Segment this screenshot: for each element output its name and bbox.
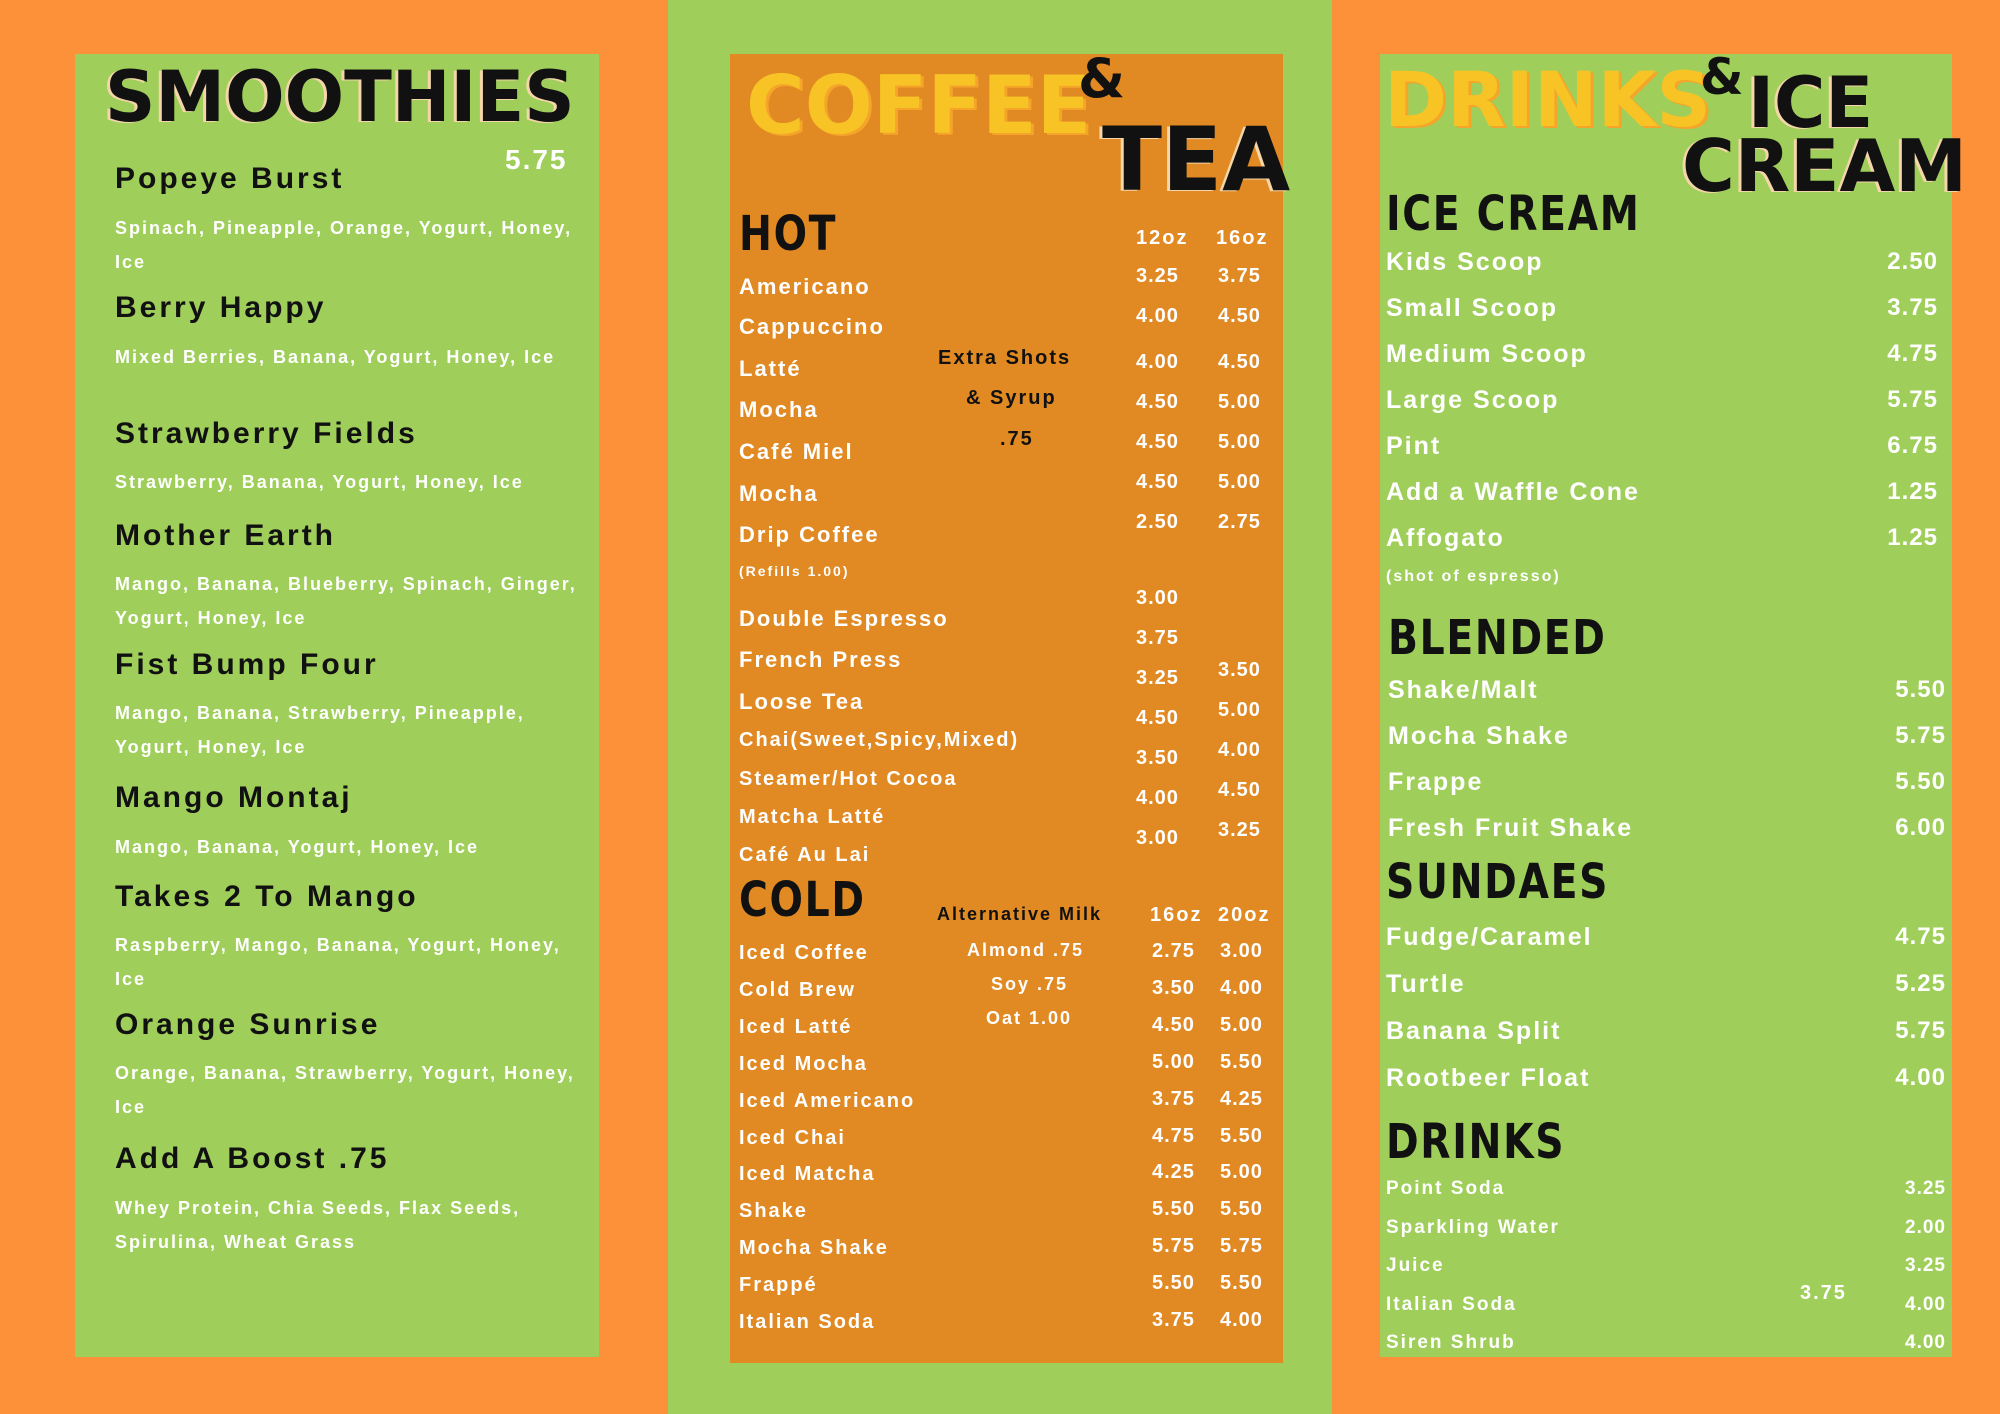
cold-item-name: Iced Matcha (739, 1163, 876, 1186)
ice_cream-item-name: Large Scoop (1386, 386, 1560, 414)
hot-price-large: 4.50 (1218, 305, 1261, 327)
smoothie-desc: Mixed Berries, Banana, Yogurt, Honey, Ice (115, 347, 556, 367)
blended-item-name: Mocha Shake (1388, 722, 1570, 750)
ice_cream-item-price: 3.75 (1887, 294, 1938, 321)
hot-price-large: 3.50 (1218, 659, 1261, 681)
cold-item-name: Iced Coffee (739, 942, 869, 964)
hot-item-name: Café Miel (739, 439, 854, 464)
hot-price-large: 5.00 (1218, 699, 1261, 721)
cold-price-small: 3.75 (1152, 1087, 1195, 1110)
sundaes-item-name: Rootbeer Float (1386, 1064, 1591, 1092)
hot-price-small: 3.25 (1136, 265, 1179, 287)
cold-price-large: 3.00 (1220, 940, 1263, 962)
hot-item-name: Mocha (739, 397, 819, 422)
hot-item-name: Cappuccino (739, 314, 885, 339)
smoothies-title: SMOOTHIES (105, 56, 575, 138)
cold-item-name: Cold Brew (739, 978, 856, 1001)
cold-item-name: Iced Chai (739, 1126, 846, 1149)
drinks-item-name: Point Soda (1386, 1178, 1506, 1199)
cold-price-small: 3.50 (1152, 976, 1195, 999)
blended-item-price: 5.50 (1895, 676, 1946, 703)
alt-milk-soy: Soy .75 (991, 974, 1069, 994)
cold-price-large: 5.75 (1220, 1235, 1263, 1258)
hot-item-name: Chai(Sweet,Spicy,Mixed) (739, 729, 1020, 751)
ice_cream-item-price: 2.50 (1887, 248, 1938, 275)
ice_cream-item-name: Small Scoop (1386, 294, 1559, 322)
hot-item-name: French Press (739, 647, 903, 672)
hot-item-name: Café Au Lai (739, 844, 871, 866)
hot-item-name: Steamer/Hot Cocoa (739, 768, 958, 790)
ice_cream-item-name: Pint (1386, 432, 1442, 460)
ice_cream-item-name: Add a Waffle Cone (1386, 478, 1640, 506)
hot-price-small: 3.75 (1136, 627, 1179, 649)
smoothie-name: Takes 2 To Mango (115, 880, 419, 913)
drinks-item-name: Italian Soda (1386, 1293, 1517, 1315)
drinks-item-price: 2.00 (1905, 1216, 1946, 1238)
smoothie-desc: Spinach, Pineapple, Orange, Yogurt, Honey, Ice (115, 218, 573, 272)
cold-price-small: 4.75 (1152, 1124, 1195, 1147)
hot-item-name: Drip Coffee (739, 522, 880, 547)
hot-item-name: Americano (739, 274, 871, 299)
cold-heading: COLD (739, 872, 866, 928)
drinks-title: DRINKS (1384, 55, 1712, 144)
drinks-item-price: 3.25 (1905, 1178, 1946, 1199)
sundaes-item-price: 5.75 (1895, 1017, 1946, 1044)
hot-item-name: Matcha Latté (739, 806, 886, 828)
hot-price-small: 4.50 (1136, 471, 1179, 493)
cold-price-large: 5.50 (1220, 1124, 1263, 1147)
cold-item-name: Italian Soda (739, 1311, 876, 1333)
cold-price-large: 5.50 (1220, 1272, 1263, 1295)
cold-size-large: 20oz (1218, 904, 1271, 926)
smoothie-name: Popeye Burst (115, 162, 345, 195)
drinks-item-name: Juice (1386, 1255, 1445, 1276)
smoothie-desc: Strawberry, Banana, Yogurt, Honey, Ice (115, 472, 524, 492)
hot-price-small: 4.00 (1136, 351, 1179, 373)
sundaes-heading: SUNDAES (1386, 854, 1610, 910)
ice_cream-item-name: Affogato (1386, 524, 1505, 552)
hot-heading: HOT (739, 206, 838, 262)
sundaes-item-price: 5.25 (1895, 970, 1946, 997)
ice-title: ICE (1748, 62, 1874, 144)
smoothie-desc: Mango, Banana, Yogurt, Honey, Ice (115, 837, 480, 857)
cold-price-small: 2.75 (1152, 940, 1195, 962)
ice-cream-heading: ICE CREAM (1386, 186, 1641, 242)
alt-milk-heading: Alternative Milk (937, 904, 1103, 924)
smoothie-desc: Mango, Banana, Strawberry, Pineapple, Yogurt, Honey, Ice (115, 703, 525, 757)
hot-price-small: 4.50 (1136, 707, 1179, 729)
hot-item-name: Mocha (739, 481, 819, 506)
hot-price-large: 2.75 (1218, 511, 1261, 533)
hot-price-small: 4.50 (1136, 391, 1179, 413)
italian-soda-small-price: 3.75 (1800, 1282, 1847, 1304)
ice_cream-item-name: Kids Scoop (1386, 248, 1544, 276)
hot-price-large: 4.50 (1218, 351, 1261, 373)
ice_cream-item-price: 4.75 (1887, 340, 1938, 367)
smoothie-name: Fist Bump Four (115, 648, 379, 681)
ice_cream-item-price: 6.75 (1887, 432, 1938, 459)
coffee-tea-panel (730, 47, 1291, 1363)
cold-price-large: 4.25 (1220, 1087, 1263, 1110)
hot-price-large: 5.00 (1218, 391, 1261, 413)
cold-item-name: Shake (739, 1200, 808, 1223)
coffee-title: COFFEE (746, 59, 1092, 152)
boost-title: Add A Boost .75 (115, 1142, 390, 1175)
cold-price-small: 5.50 (1152, 1272, 1195, 1295)
ice_cream-item-price: 1.25 (1887, 478, 1938, 505)
title-ampersand-2: & (1700, 48, 1744, 106)
smoothie-desc: Raspberry, Mango, Banana, Yogurt, Honey, Ice (115, 935, 561, 989)
hot-price-small: 4.00 (1136, 305, 1179, 327)
blended-item-price: 5.75 (1895, 722, 1946, 749)
blended-item-name: Frappe (1388, 768, 1484, 796)
sundaes-item-price: 4.00 (1895, 1064, 1946, 1091)
hot-item-name: Double Espresso (739, 606, 949, 631)
cold-price-large: 5.50 (1220, 1050, 1263, 1073)
cold-price-large: 5.50 (1220, 1198, 1263, 1221)
cold-price-small: 5.00 (1152, 1050, 1195, 1073)
sundaes-item-name: Turtle (1386, 970, 1466, 998)
hot-price-small: 3.25 (1136, 667, 1179, 689)
ice_cream-item-price: 1.25 (1887, 524, 1938, 551)
cold-price-small: 4.50 (1152, 1013, 1195, 1036)
hot-price-large: 4.50 (1218, 779, 1261, 801)
smoothie-name: Mango Montaj (115, 781, 353, 814)
blended-item-name: Fresh Fruit Shake (1388, 814, 1634, 842)
hot-price-small: 4.50 (1136, 431, 1179, 453)
cold-price-small: 4.25 (1152, 1161, 1195, 1184)
hot-size-large: 16oz (1216, 227, 1269, 249)
hot-price-large: 3.25 (1218, 819, 1261, 841)
smoothie-name: Mother Earth (115, 519, 337, 552)
extras-price: .75 (1000, 428, 1034, 450)
sundaes-item-price: 4.75 (1895, 923, 1946, 950)
cold-item-name: Iced Mocha (739, 1052, 868, 1075)
drinks-item-name: Siren Shrub (1386, 1332, 1516, 1353)
smoothie-name: Orange Sunrise (115, 1008, 381, 1041)
hot-price-small: 3.50 (1136, 747, 1179, 769)
hot-price-large: 5.00 (1218, 431, 1261, 453)
smoothie-name: Strawberry Fields (115, 417, 418, 450)
ice_cream-item-name: Medium Scoop (1386, 340, 1588, 368)
syrup-note: & Syrup (966, 387, 1057, 409)
drinks-icecream-panel (1380, 48, 1967, 1357)
hot-price-large: 5.00 (1218, 471, 1261, 493)
hot-price-small: 2.50 (1136, 511, 1179, 533)
hot-price-small: 4.00 (1136, 787, 1179, 809)
boost-desc: Whey Protein, Chia Seeds, Flax Seeds, Spirulina, Wheat Grass (115, 1198, 521, 1252)
drinks-heading: DRINKS (1386, 1114, 1566, 1170)
cold-item-name: Iced Latté (739, 1015, 853, 1038)
cold-price-small: 5.75 (1152, 1235, 1195, 1258)
blended-item-price: 6.00 (1895, 814, 1946, 841)
smoothies-price: 5.75 (505, 144, 568, 175)
cream-title: CREAM (1682, 124, 1967, 208)
smoothie-desc: Mango, Banana, Blueberry, Spinach, Ginger, Yogurt, Honey, Ice (115, 574, 577, 628)
hot-item-name: Loose Tea (739, 689, 865, 714)
affogato-note: (shot of espresso) (1386, 568, 1561, 585)
sundaes-item-name: Fudge/Caramel (1386, 923, 1593, 951)
cold-size-small: 16oz (1150, 904, 1203, 926)
drinks-item-price: 4.00 (1905, 1332, 1946, 1353)
smoothie-name: Berry Happy (115, 291, 327, 324)
drinks-item-name: Sparkling Water (1386, 1216, 1560, 1238)
smoothie-desc: Orange, Banana, Strawberry, Yogurt, Honey, Ice (115, 1063, 575, 1117)
ice_cream-item-price: 5.75 (1887, 386, 1938, 413)
sundaes-item-name: Banana Split (1386, 1017, 1562, 1045)
hot-size-small: 12oz (1136, 227, 1189, 249)
blended-item-name: Shake/Malt (1388, 676, 1539, 704)
cold-price-large: 5.00 (1220, 1013, 1263, 1036)
hot-price-small: 3.00 (1136, 827, 1179, 849)
cold-price-large: 5.00 (1220, 1161, 1263, 1184)
smoothies-panel (75, 54, 599, 1357)
drinks-item-price: 4.00 (1905, 1293, 1946, 1315)
alt-milk-oat: Oat 1.00 (986, 1008, 1073, 1028)
cold-price-large: 4.00 (1220, 976, 1263, 999)
hot-price-large: 3.75 (1218, 265, 1261, 287)
cold-item-name: Mocha Shake (739, 1237, 889, 1260)
blended-item-price: 5.50 (1895, 768, 1946, 795)
cold-price-large: 4.00 (1220, 1309, 1263, 1331)
hot-price-small: 3.00 (1136, 587, 1179, 609)
alt-milk-almond: Almond .75 (967, 940, 1085, 960)
hot-price-large: 4.00 (1218, 739, 1261, 761)
refills-note: (Refills 1.00) (739, 563, 850, 579)
hot-item-name: Latté (739, 356, 802, 381)
title-ampersand: & (1078, 47, 1126, 110)
drinks-item-price: 3.25 (1905, 1255, 1946, 1276)
cold-item-name: Frappé (739, 1274, 818, 1297)
extra-shots-note: Extra Shots (938, 347, 1072, 369)
cold-price-small: 3.75 (1152, 1309, 1195, 1331)
cold-price-small: 5.50 (1152, 1198, 1195, 1221)
cold-item-name: Iced Americano (739, 1089, 916, 1112)
tea-title: TEA (1102, 108, 1291, 211)
blended-heading: BLENDED (1388, 610, 1607, 666)
